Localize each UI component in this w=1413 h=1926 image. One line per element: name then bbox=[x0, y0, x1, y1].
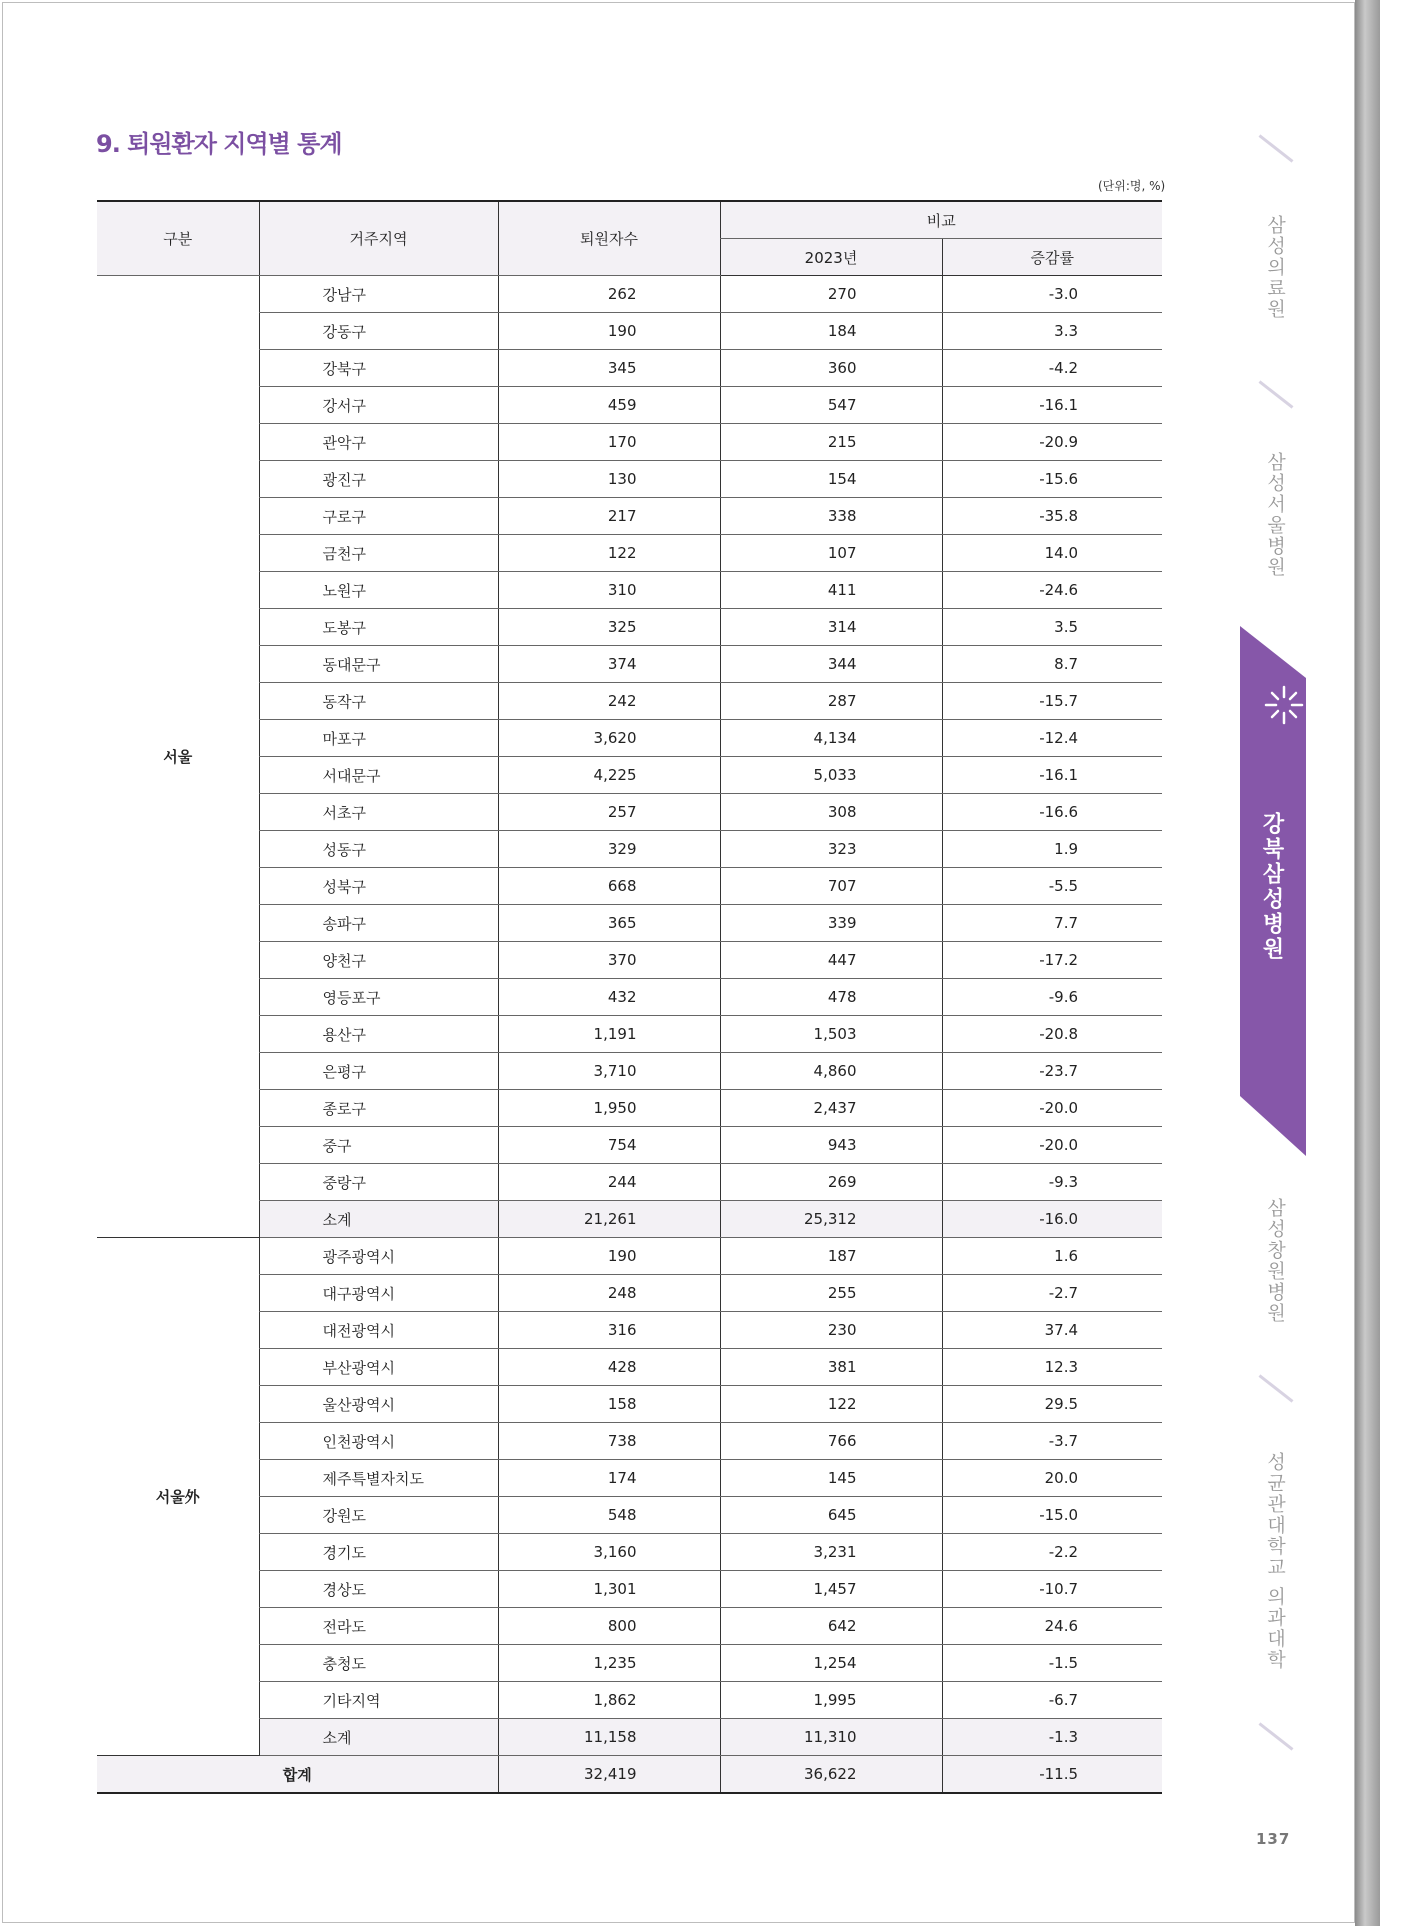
change-rate-cell: -9.3 bbox=[942, 1164, 1162, 1201]
change-rate-cell: -16.1 bbox=[942, 757, 1162, 794]
change-rate-cell: -20.9 bbox=[942, 424, 1162, 461]
region-cell: 광주광역시 bbox=[259, 1238, 498, 1275]
region-cell: 중랑구 bbox=[259, 1164, 498, 1201]
discharged-cell: 170 bbox=[498, 424, 720, 461]
prev-year-cell: 154 bbox=[720, 461, 942, 498]
header-change: 증감률 bbox=[942, 239, 1162, 276]
change-rate-cell: -2.2 bbox=[942, 1534, 1162, 1571]
change-rate-cell: -15.0 bbox=[942, 1497, 1162, 1534]
discharged-cell: 459 bbox=[498, 387, 720, 424]
prev-year-cell: 323 bbox=[720, 831, 942, 868]
change-rate-cell: -17.2 bbox=[942, 942, 1162, 979]
discharged-cell: 738 bbox=[498, 1423, 720, 1460]
region-cell: 강북구 bbox=[259, 350, 498, 387]
region-cell: 양천구 bbox=[259, 942, 498, 979]
change-rate-cell: -20.8 bbox=[942, 1016, 1162, 1053]
change-rate-cell: -15.6 bbox=[942, 461, 1162, 498]
unit-label: (단위:명, %) bbox=[1098, 179, 1166, 193]
prev-year-cell: 338 bbox=[720, 498, 942, 535]
change-rate-cell: 29.5 bbox=[942, 1386, 1162, 1423]
sparkle-icon bbox=[1262, 683, 1306, 727]
discharged-cell: 242 bbox=[498, 683, 720, 720]
region-cell: 용산구 bbox=[259, 1016, 498, 1053]
discharged-cell: 1,950 bbox=[498, 1090, 720, 1127]
change-rate-cell: 20.0 bbox=[942, 1460, 1162, 1497]
region-cell: 노원구 bbox=[259, 572, 498, 609]
prev-year-cell: 269 bbox=[720, 1164, 942, 1201]
prev-year-cell: 547 bbox=[720, 387, 942, 424]
region-cell: 구로구 bbox=[259, 498, 498, 535]
discharged-cell: 316 bbox=[498, 1312, 720, 1349]
prev-year-cell: 642 bbox=[720, 1608, 942, 1645]
region-cell: 중구 bbox=[259, 1127, 498, 1164]
prev-year-cell: 447 bbox=[720, 942, 942, 979]
discharged-cell: 754 bbox=[498, 1127, 720, 1164]
table-row bbox=[97, 1238, 1162, 1275]
region-cell: 영등포구 bbox=[259, 979, 498, 1016]
region-cell: 서대문구 bbox=[259, 757, 498, 794]
discharged-cell: 800 bbox=[498, 1608, 720, 1645]
header-compare: 비교 bbox=[720, 201, 1162, 239]
header-year: 2023년 bbox=[720, 239, 942, 276]
subtotal-label: 소계 bbox=[259, 1201, 498, 1238]
prev-year-cell: 707 bbox=[720, 868, 942, 905]
change-rate-cell: -10.7 bbox=[942, 1571, 1162, 1608]
change-rate-cell: 8.7 bbox=[942, 646, 1162, 683]
prev-year-cell: 344 bbox=[720, 646, 942, 683]
region-cell: 송파구 bbox=[259, 905, 498, 942]
discharged-cell: 1,862 bbox=[498, 1682, 720, 1719]
subtotal-change-rate: -1.3 bbox=[942, 1719, 1162, 1756]
discharged-cell: 1,301 bbox=[498, 1571, 720, 1608]
discharged-cell: 345 bbox=[498, 350, 720, 387]
change-rate-cell: -24.6 bbox=[942, 572, 1162, 609]
discharged-cell: 365 bbox=[498, 905, 720, 942]
change-rate-cell: -23.7 bbox=[942, 1053, 1162, 1090]
table-body bbox=[97, 276, 1162, 1794]
prev-year-cell: 1,503 bbox=[720, 1016, 942, 1053]
table-row bbox=[97, 276, 1162, 313]
region-cell: 기타지역 bbox=[259, 1682, 498, 1719]
page-edge bbox=[1380, 0, 1413, 1926]
change-rate-cell: -2.7 bbox=[942, 1275, 1162, 1312]
region-cell: 대구광역시 bbox=[259, 1275, 498, 1312]
discharged-cell: 668 bbox=[498, 868, 720, 905]
region-cell: 서초구 bbox=[259, 794, 498, 831]
prev-year-cell: 4,860 bbox=[720, 1053, 942, 1090]
prev-year-cell: 411 bbox=[720, 572, 942, 609]
total-label: 합계 bbox=[97, 1756, 498, 1794]
subtotal-discharged: 11,158 bbox=[498, 1719, 720, 1756]
prev-year-cell: 360 bbox=[720, 350, 942, 387]
change-rate-cell: -9.6 bbox=[942, 979, 1162, 1016]
region-cell: 도봉구 bbox=[259, 609, 498, 646]
change-rate-cell: -16.6 bbox=[942, 794, 1162, 831]
region-cell: 성북구 bbox=[259, 868, 498, 905]
change-rate-cell: -35.8 bbox=[942, 498, 1162, 535]
prev-year-cell: 2,437 bbox=[720, 1090, 942, 1127]
side-tab-samsung-medical[interactable]: 삼성의료원 bbox=[1264, 215, 1286, 320]
change-rate-cell: -1.5 bbox=[942, 1645, 1162, 1682]
discharged-cell: 262 bbox=[498, 276, 720, 313]
change-rate-cell: 7.7 bbox=[942, 905, 1162, 942]
region-cell: 울산광역시 bbox=[259, 1386, 498, 1423]
prev-year-cell: 943 bbox=[720, 1127, 942, 1164]
region-cell: 강동구 bbox=[259, 313, 498, 350]
discharged-cell: 190 bbox=[498, 313, 720, 350]
total-change-rate: -11.5 bbox=[942, 1756, 1162, 1794]
region-cell: 강원도 bbox=[259, 1497, 498, 1534]
prev-year-cell: 3,231 bbox=[720, 1534, 942, 1571]
discharged-cell: 374 bbox=[498, 646, 720, 683]
prev-year-cell: 314 bbox=[720, 609, 942, 646]
group-label: 서울外 bbox=[97, 1238, 259, 1756]
region-cell: 관악구 bbox=[259, 424, 498, 461]
discharged-cell: 1,191 bbox=[498, 1016, 720, 1053]
prev-year-cell: 1,995 bbox=[720, 1682, 942, 1719]
discharged-cell: 3,160 bbox=[498, 1534, 720, 1571]
change-rate-cell: 1.9 bbox=[942, 831, 1162, 868]
region-cell: 강서구 bbox=[259, 387, 498, 424]
discharged-cell: 548 bbox=[498, 1497, 720, 1534]
total-row bbox=[97, 1756, 1162, 1794]
total-discharged: 32,419 bbox=[498, 1756, 720, 1794]
discharged-cell: 174 bbox=[498, 1460, 720, 1497]
group-label: 서울 bbox=[97, 276, 259, 1238]
discharged-cell: 329 bbox=[498, 831, 720, 868]
prev-year-cell: 270 bbox=[720, 276, 942, 313]
change-rate-cell: -15.7 bbox=[942, 683, 1162, 720]
prev-year-cell: 4,134 bbox=[720, 720, 942, 757]
discharged-cell: 217 bbox=[498, 498, 720, 535]
page-number: 137 bbox=[1256, 1830, 1291, 1848]
side-tab-samsung-seoul[interactable]: 삼성서울병원 bbox=[1264, 452, 1286, 578]
region-cell: 종로구 bbox=[259, 1090, 498, 1127]
region-cell: 부산광역시 bbox=[259, 1349, 498, 1386]
region-cell: 경상도 bbox=[259, 1571, 498, 1608]
discharge-region-table bbox=[97, 200, 1162, 1794]
discharged-cell: 3,620 bbox=[498, 720, 720, 757]
prev-year-cell: 145 bbox=[720, 1460, 942, 1497]
change-rate-cell: -3.0 bbox=[942, 276, 1162, 313]
side-tab-kangbuk-samsung[interactable]: 강북삼성병원 bbox=[1259, 812, 1284, 962]
region-cell: 성동구 bbox=[259, 831, 498, 868]
discharged-cell: 190 bbox=[498, 1238, 720, 1275]
discharged-cell: 244 bbox=[498, 1164, 720, 1201]
change-rate-cell: -16.1 bbox=[942, 387, 1162, 424]
discharged-cell: 4,225 bbox=[498, 757, 720, 794]
prev-year-cell: 215 bbox=[720, 424, 942, 461]
header-category: 구분 bbox=[97, 201, 259, 276]
prev-year-cell: 478 bbox=[720, 979, 942, 1016]
discharged-cell: 325 bbox=[498, 609, 720, 646]
region-cell: 충청도 bbox=[259, 1645, 498, 1682]
prev-year-cell: 255 bbox=[720, 1275, 942, 1312]
subtotal-label: 소계 bbox=[259, 1719, 498, 1756]
prev-year-cell: 184 bbox=[720, 313, 942, 350]
header-region: 거주지역 bbox=[259, 201, 498, 276]
change-rate-cell: 37.4 bbox=[942, 1312, 1162, 1349]
region-cell: 경기도 bbox=[259, 1534, 498, 1571]
discharged-cell: 310 bbox=[498, 572, 720, 609]
subtotal-prev-year: 11,310 bbox=[720, 1719, 942, 1756]
side-tab-samsung-changwon[interactable]: 삼성창원병원 bbox=[1264, 1198, 1286, 1324]
discharged-cell: 158 bbox=[498, 1386, 720, 1423]
discharged-cell: 428 bbox=[498, 1349, 720, 1386]
change-rate-cell: -20.0 bbox=[942, 1090, 1162, 1127]
change-rate-cell: 3.5 bbox=[942, 609, 1162, 646]
region-cell: 동작구 bbox=[259, 683, 498, 720]
region-cell: 마포구 bbox=[259, 720, 498, 757]
section-title: 9. 퇴원환자 지역별 통계 bbox=[96, 130, 342, 158]
region-cell: 전라도 bbox=[259, 1608, 498, 1645]
prev-year-cell: 122 bbox=[720, 1386, 942, 1423]
region-cell: 대전광역시 bbox=[259, 1312, 498, 1349]
total-prev-year: 36,622 bbox=[720, 1756, 942, 1794]
prev-year-cell: 1,254 bbox=[720, 1645, 942, 1682]
subtotal-prev-year: 25,312 bbox=[720, 1201, 942, 1238]
page-edge-shadow bbox=[1355, 0, 1380, 1926]
change-rate-cell: -3.7 bbox=[942, 1423, 1162, 1460]
discharged-cell: 370 bbox=[498, 942, 720, 979]
prev-year-cell: 107 bbox=[720, 535, 942, 572]
discharged-cell: 122 bbox=[498, 535, 720, 572]
region-cell: 광진구 bbox=[259, 461, 498, 498]
change-rate-cell: -20.0 bbox=[942, 1127, 1162, 1164]
prev-year-cell: 339 bbox=[720, 905, 942, 942]
region-cell: 금천구 bbox=[259, 535, 498, 572]
discharged-cell: 1,235 bbox=[498, 1645, 720, 1682]
change-rate-cell: -4.2 bbox=[942, 350, 1162, 387]
prev-year-cell: 287 bbox=[720, 683, 942, 720]
prev-year-cell: 187 bbox=[720, 1238, 942, 1275]
change-rate-cell: -6.7 bbox=[942, 1682, 1162, 1719]
prev-year-cell: 645 bbox=[720, 1497, 942, 1534]
prev-year-cell: 1,457 bbox=[720, 1571, 942, 1608]
prev-year-cell: 5,033 bbox=[720, 757, 942, 794]
prev-year-cell: 230 bbox=[720, 1312, 942, 1349]
change-rate-cell: -12.4 bbox=[942, 720, 1162, 757]
change-rate-cell: 14.0 bbox=[942, 535, 1162, 572]
prev-year-cell: 381 bbox=[720, 1349, 942, 1386]
prev-year-cell: 308 bbox=[720, 794, 942, 831]
discharged-cell: 3,710 bbox=[498, 1053, 720, 1090]
prev-year-cell: 766 bbox=[720, 1423, 942, 1460]
change-rate-cell: 12.3 bbox=[942, 1349, 1162, 1386]
discharged-cell: 248 bbox=[498, 1275, 720, 1312]
discharged-cell: 257 bbox=[498, 794, 720, 831]
side-tab-skku-medicine[interactable]: 성균관대학교 의과대학 bbox=[1264, 1452, 1286, 1671]
region-cell: 동대문구 bbox=[259, 646, 498, 683]
change-rate-cell: 3.3 bbox=[942, 313, 1162, 350]
region-cell: 은평구 bbox=[259, 1053, 498, 1090]
change-rate-cell: 1.6 bbox=[942, 1238, 1162, 1275]
discharged-cell: 432 bbox=[498, 979, 720, 1016]
region-cell: 제주특별자치도 bbox=[259, 1460, 498, 1497]
discharged-cell: 130 bbox=[498, 461, 720, 498]
subtotal-change-rate: -16.0 bbox=[942, 1201, 1162, 1238]
header-discharged: 퇴원자수 bbox=[498, 201, 720, 276]
region-cell: 인천광역시 bbox=[259, 1423, 498, 1460]
region-cell: 강남구 bbox=[259, 276, 498, 313]
subtotal-discharged: 21,261 bbox=[498, 1201, 720, 1238]
change-rate-cell: -5.5 bbox=[942, 868, 1162, 905]
change-rate-cell: 24.6 bbox=[942, 1608, 1162, 1645]
